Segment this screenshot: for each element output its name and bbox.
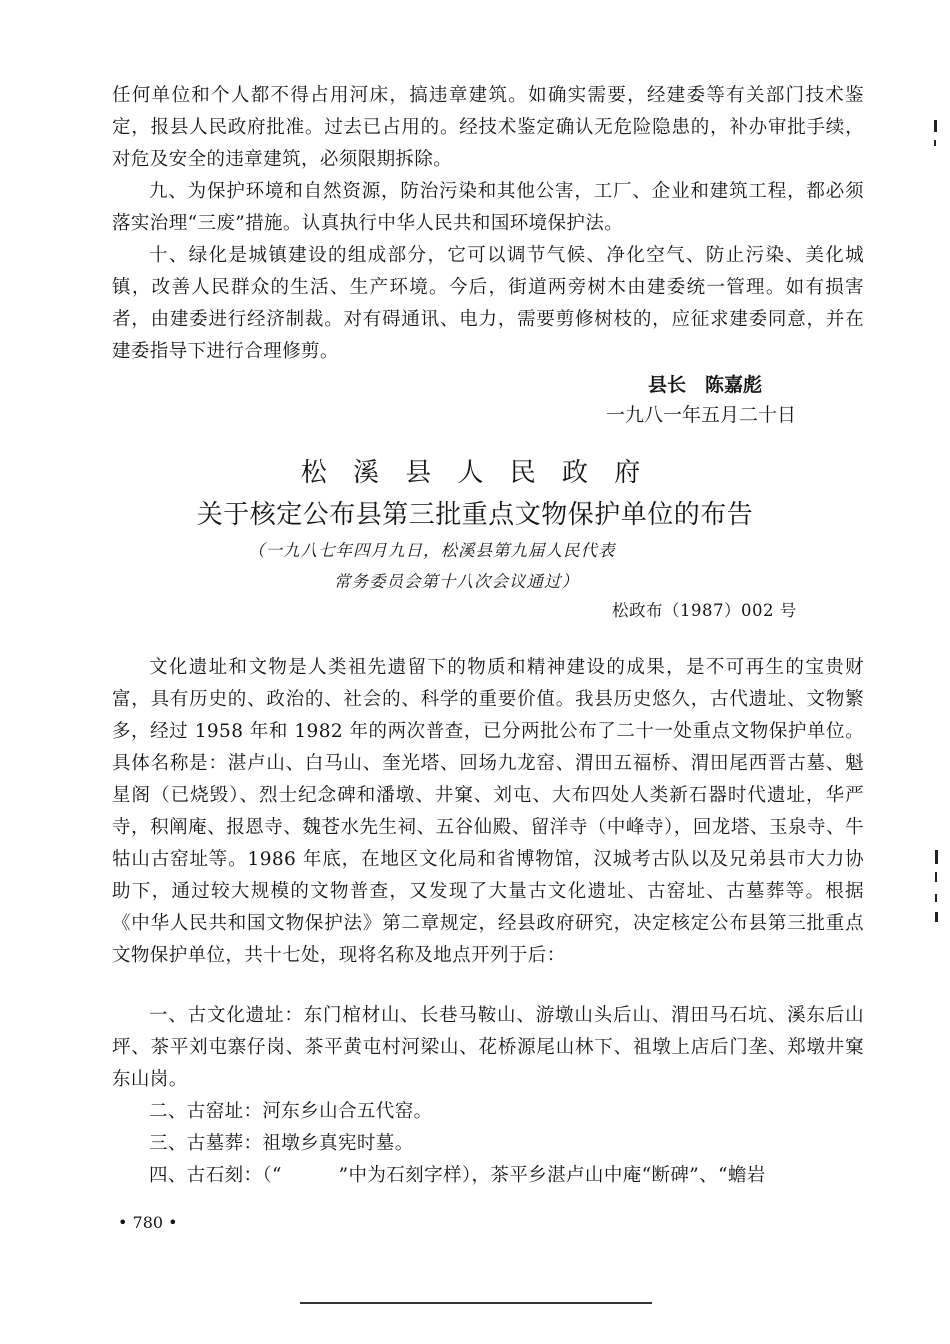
notice-subtitle-line2: 常务委员会第十八次会议通过） <box>334 572 579 591</box>
body-list-item-1: 一、古文化遗址：东门棺材山、长巷马鞍山、游墩山头后山、渭田马石坑、溪东后山坪、茶平刘屯寨仔岗、茶平黄屯村河梁山、花桥源尾山林下、祖墩上店后门垄、郑墩井窠东山岗。 <box>112 1005 864 1090</box>
body-intro-paragraph: 文化遗址和文物是人类祖先遗留下的物质和精神建设的成果，是不可再生的宝贵财富，具有历史的、政治的、社会的、科学的重要价值。我县历史悠久，古代遗址、文物繁多，经过 1958 年和 1982 年的两次普查，已分两批公布了二十一处重点文物保护单位。具体名称是：湛卢山、白马山、奎光塔、回场九龙窑、渭田五福桥、渭田尾西晋古墓、魁星阁（已烧毁）、烈士纪念碑和潘墩、井窠、刘屯、大布四处人类新石器时代遗址，华严寺，积阐庵、报恩寺、魏苍水先生祠、五谷仙殿、留洋寺（中峰寺），回龙塔、玉泉寺、牛牯山古窑址等。1986 年底，在地区文化局和省博物馆，汉城考古队以及兄弟县市大力协助下，通过较大规模的文物普查，又发现了大量古文化遗址、古窑址、古墓葬等。根据《中华人民共和国文物保护法》第二章规定，经县政府研究，决定核定公布县第三批重点文物保护单位，共十七处，现将名称及地点开列于后： <box>112 657 864 966</box>
notice-subtitle-line1: （一九八七年四月九日，松溪县第九届人民代表 <box>248 541 616 560</box>
paragraph-continued: 任何单位和个人都不得占用河床，搞违章建筑。如确实需要，经建委等有关部门技术鉴定，报县人民政府批准。过去已占用的。经技术鉴定确认无危险隐患的，补办审批手续，对危及安全的违章建筑，必须限期拆除。 <box>112 85 864 170</box>
paragraph-item-9: 九、为保护环境和自然资源，防治污染和其他公害，工厂、企业和建筑工程，都必须落实治理“三废”措施。认真执行中华人民共和国环境保护法。 <box>112 181 864 234</box>
notice-org-title: 松 溪 县 人 民 政 府 <box>300 458 650 488</box>
margin-mark <box>934 120 937 132</box>
margin-mark <box>935 850 938 864</box>
margin-mark <box>935 872 937 882</box>
margin-mark <box>935 912 938 922</box>
notice-main-title: 关于核定公布县第三批重点文物保护单位的布告 <box>196 500 754 530</box>
body-list-item-3: 三、古墓葬：祖墩乡真宪时墓。 <box>149 1133 414 1154</box>
page-number: • 780 • <box>118 1213 178 1232</box>
notice-doc-number: 松政布（1987）002 号 <box>612 601 797 620</box>
bottom-divider <box>300 1302 652 1304</box>
margin-mark <box>935 894 937 902</box>
margin-mark <box>934 140 936 146</box>
body-list-item-4: 四、古石刻：（“ ”中为石刻字样），茶平乡湛卢山中庵“断碑”、“蟾岩 <box>149 1165 766 1186</box>
signature-title: 县长 陈嘉彪 <box>648 374 763 396</box>
paragraph-item-10: 十、绿化是城镇建设的组成部分，它可以调节气候、净化空气、防止污染、美化城镇，改善人民群众的生活、生产环境。今后，街道两旁树木由建委统一管理。如有损害者，由建委进行经济制裁。对有碍通讯、电力，需要剪修树枝的，应征求建委同意，并在建委指导下进行合理修剪。 <box>112 245 864 362</box>
signature-date: 一九八一年五月二十日 <box>606 404 797 426</box>
body-list-item-2: 二、古窑址：河东乡山合五代窑。 <box>149 1101 433 1122</box>
